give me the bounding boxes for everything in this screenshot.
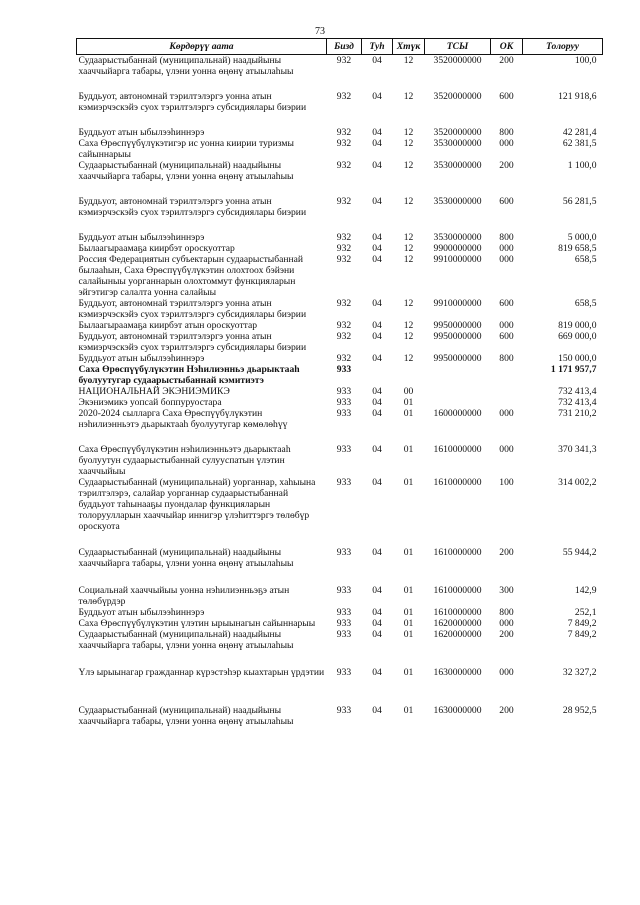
header-xtyk: Хтүк: [393, 39, 425, 55]
row-name: Судаарыстыбаннай (муниципальнай) наадыйыны хааччыйарга табары, үлэни уонна өңөнү атыылаһыы: [78, 704, 294, 727]
table-row: [77, 91, 603, 127]
table-row: [77, 667, 603, 705]
table-row: [77, 254, 603, 298]
row-tyh: 04: [372, 628, 382, 640]
table-row: [77, 397, 603, 408]
row-ok: 200: [499, 628, 514, 640]
row-ok: 800: [499, 606, 514, 618]
header-sum: Толоруу: [523, 39, 603, 55]
row-ok: [491, 386, 523, 397]
row-xtyk: 12: [403, 330, 414, 342]
header-tyh: Туһ: [362, 39, 393, 55]
row-xtyk: 01: [403, 443, 414, 455]
row-name: Саха Өрөспүүбүлүкэтин үлэтин ырыынагын сайыннарыы: [78, 617, 316, 629]
row-name: Буддьуот, автономнай тэрилтэлэргэ уонна атын кэмиэрчэскэйэ суох тэрилтэлэргэ субсидиялары биэрии: [78, 330, 307, 353]
row-tsy: 3520000000: [433, 55, 482, 66]
row-sum: 669 000,0: [558, 330, 597, 342]
row-sum: 658,5: [574, 253, 597, 265]
row-name: Судаарыстыбаннай (муниципальнай) наадыйыны хааччыйарга табары, үлэни уонна өңөнү атыылаһыы: [78, 55, 294, 77]
row-sum: 314 002,2: [558, 476, 597, 488]
row-sum: 5 000,0: [567, 231, 597, 243]
row-ok: 100: [499, 476, 514, 488]
row-name: Буддьуот, автономнай тэрилтэлэргэ уонна атын кэмиэрчэскэйэ суох тэрилтэлэргэ субсидиялары биэрии: [78, 297, 307, 320]
table-row: [77, 232, 603, 243]
table-row: [77, 55, 603, 91]
row-tsy: [425, 386, 491, 397]
row-tsy: 1610000000: [433, 443, 482, 455]
table-row: [77, 547, 603, 585]
row-bizd: 933: [336, 628, 352, 640]
row-sum: 1 171 957,7: [550, 363, 597, 375]
row-name: НАЦИОНАЛЬНАЙ ЭКЭНИЭМИКЭ: [78, 385, 230, 397]
row-name: Саха Өрөспүүбүлүкэтин Нэһилиэнньэ дьарыктааһ буолуутугар судаарыстыбаннай кэмитиэтэ: [78, 363, 300, 386]
row-tsy: 1610000000: [433, 606, 482, 618]
table-row: [77, 196, 603, 232]
row-tsy: 9910000000: [433, 297, 482, 309]
row-sum: 62 381,5: [562, 137, 597, 149]
row-bizd: 933: [336, 666, 352, 678]
row-tyh: 04: [372, 297, 382, 309]
row-bizd: 933: [336, 396, 352, 408]
row-tyh: 04: [372, 253, 382, 265]
row-tsy: 9910000000: [433, 253, 482, 265]
row-tyh: 04: [372, 231, 382, 243]
row-tyh: 04: [372, 407, 382, 419]
row-bizd: 933: [336, 363, 352, 375]
row-name: Буддьуот, автономнай тэрилтэлэргэ уонна атын кэмиэрчэскэйэ суох тэрилтэлэргэ субсидиялары биэрии: [78, 195, 307, 218]
row-xtyk: 12: [403, 242, 414, 254]
row-xtyk: 01: [403, 666, 414, 678]
row-ok: 000: [499, 443, 514, 455]
row-xtyk: 01: [403, 476, 414, 488]
row-bizd: 932: [336, 330, 352, 342]
row-xtyk: 12: [403, 231, 414, 243]
row-ok: [491, 364, 523, 386]
row-bizd: 932: [336, 319, 352, 331]
row-xtyk: 01: [403, 628, 414, 640]
row-xtyk: 00: [403, 385, 414, 397]
row-tyh: 04: [372, 385, 382, 397]
row-tyh: 04: [372, 546, 382, 558]
row-ok: 600: [499, 90, 514, 102]
row-name: Судаарыстыбаннай (муниципальнай) наадыйыны хааччыйарга табары, үлэни уонна өңөнү атыылаһыы: [78, 546, 294, 569]
table-row: [77, 298, 603, 320]
row-bizd: 932: [336, 242, 352, 254]
row-bizd: 932: [336, 137, 352, 149]
table-row: [77, 160, 603, 196]
row-tyh: 04: [372, 704, 382, 716]
row-sum: 370 341,3: [558, 443, 597, 455]
row-bizd: 932: [336, 231, 352, 243]
row-ok: 200: [499, 704, 514, 716]
table-row: [77, 386, 603, 397]
row-tyh: 04: [372, 476, 382, 488]
header-ok: ОК: [491, 39, 523, 55]
header-row: [77, 39, 603, 55]
row-name: Судаарыстыбаннай (муниципальнай) наадыйыны хааччыйарга табары, үлэни уонна өңөнү атыылаһыы: [78, 159, 294, 182]
row-tyh: 04: [372, 159, 382, 171]
row-bizd: 933: [336, 704, 352, 716]
row-tyh: 04: [372, 584, 382, 596]
row-sum: 150 000,0: [558, 352, 597, 364]
row-tsy: 1620000000: [433, 617, 482, 629]
table-row: [77, 618, 603, 629]
row-bizd: 933: [336, 407, 352, 419]
row-name: Россия Федерациятын субъектарын судаарыстыбаннай былааһын, Саха Өрөспүүбүлүкэтин олохтоох бэйэни салайыныы уорганнарын олохтоммут функцияларын эйгэтигэр салалта уонна салайыы: [78, 253, 304, 298]
row-sum: 731 210,2: [558, 407, 597, 419]
row-sum: 819 658,5: [558, 242, 597, 254]
row-sum: 658,5: [574, 297, 597, 309]
row-bizd: 933: [336, 443, 352, 455]
row-xtyk: 12: [403, 352, 414, 364]
row-name: 2020-2024 сылларга Саха Өрөспүүбүлүкэтин нэһилиэнньэтэ дьарыктааһ буолуутугар көмөлөһүү: [78, 407, 288, 430]
row-tsy: 9950000000: [433, 319, 482, 331]
row-tyh: 04: [372, 319, 382, 331]
header-tsy: ТСЫ: [425, 39, 491, 55]
row-ok: 300: [499, 584, 514, 596]
row-ok: 200: [499, 546, 514, 558]
row-tsy: 3530000000: [433, 159, 482, 171]
row-tyh: 04: [372, 137, 382, 149]
row-tyh: 04: [372, 617, 382, 629]
row-ok: 000: [499, 253, 514, 265]
header-bizd: Бизд: [327, 39, 362, 55]
row-xtyk: 12: [403, 253, 414, 265]
row-sum: 28 952,5: [562, 704, 597, 716]
row-ok: 200: [499, 159, 514, 171]
table-row: [77, 243, 603, 254]
row-ok: [491, 397, 523, 408]
row-xtyk: [393, 364, 425, 386]
row-name: Буддьуот, автономнай тэрилтэлэргэ уонна атын кэмиэрчэскэйэ суох тэрилтэлэргэ субсидиялары биэрии: [78, 90, 307, 113]
row-tsy: [425, 397, 491, 408]
row-sum: 1 100,0: [567, 159, 597, 171]
row-name: Буддьуот атын ыбылээһиннэрэ: [78, 231, 205, 243]
row-ok: 000: [499, 666, 514, 678]
row-sum: 56 281,5: [562, 195, 597, 207]
row-tyh: 04: [372, 195, 382, 207]
row-sum: 100,0: [574, 55, 597, 66]
row-bizd: 933: [336, 476, 352, 488]
row-tyh: 04: [372, 330, 382, 342]
row-sum: 732 413,4: [558, 385, 597, 397]
row-name: Саха Өрөспүүбүлүкэтигэр ис уонна киирии туризмы сайыннарыы: [78, 137, 294, 160]
row-sum: 32 327,2: [562, 666, 597, 678]
row-tsy: 3530000000: [433, 137, 482, 149]
row-xtyk: 01: [403, 704, 414, 716]
row-tsy: 3520000000: [433, 90, 482, 102]
row-bizd: 932: [336, 126, 352, 138]
row-name: Буддьуот атын ыбылээһиннэрэ: [78, 606, 205, 618]
row-name: Экэниэмикэ уопсай боппуруостара: [78, 396, 222, 408]
table-row: [77, 705, 603, 727]
row-tyh: 04: [372, 126, 382, 138]
row-name: Буддьуот атын ыбылээһиннэрэ: [78, 126, 205, 138]
row-xtyk: 12: [403, 195, 414, 207]
table-body: [77, 55, 603, 727]
table-row: [77, 331, 603, 353]
row-ok: 000: [499, 617, 514, 629]
row-tyh: 04: [372, 55, 382, 66]
row-bizd: 932: [336, 297, 352, 309]
row-name: Буддьуот атын ыбылээһиннэрэ: [78, 352, 205, 364]
row-name: Судаарыстыбаннай (муниципальнай) наадыйыны хааччыйарга табары, үлэни уонна өңөнү атыылаһыы: [78, 628, 294, 651]
row-bizd: 932: [336, 253, 352, 265]
table-row: [77, 364, 603, 386]
row-xtyk: 12: [403, 55, 414, 66]
row-tyh: 04: [372, 396, 382, 408]
row-bizd: 933: [336, 385, 352, 397]
row-xtyk: 01: [403, 407, 414, 419]
table-row: [77, 607, 603, 618]
row-tsy: 1610000000: [433, 476, 482, 488]
row-tsy: 1610000000: [433, 584, 482, 596]
row-bizd: 932: [336, 195, 352, 207]
row-tsy: 1630000000: [433, 666, 482, 678]
header-name: Көрдөрүү аата: [77, 39, 327, 55]
row-tyh: 04: [372, 242, 382, 254]
row-bizd: 932: [336, 159, 352, 171]
row-bizd: 933: [336, 584, 352, 596]
row-ok: 000: [499, 319, 514, 331]
row-ok: 600: [499, 195, 514, 207]
row-tsy: 3530000000: [433, 231, 482, 243]
row-sum: 55 944,2: [562, 546, 597, 558]
row-sum: 121 918,6: [558, 90, 597, 102]
row-ok: 000: [499, 242, 514, 254]
row-xtyk: 12: [403, 297, 414, 309]
row-xtyk: 01: [403, 617, 414, 629]
row-ok: 200: [499, 55, 514, 66]
table-row: [77, 408, 603, 444]
row-tsy: 3530000000: [433, 195, 482, 207]
row-sum: 732 413,4: [558, 396, 597, 408]
row-tyh: [362, 364, 393, 386]
row-bizd: 932: [336, 352, 352, 364]
row-bizd: 933: [336, 617, 352, 629]
row-tsy: 3520000000: [433, 126, 482, 138]
row-ok: 800: [499, 352, 514, 364]
row-sum: 819 000,0: [558, 319, 597, 331]
row-xtyk: 12: [403, 319, 414, 331]
row-name: Саха Өрөспүүбүлүкэтин нэһилиэнньэтэ дьарыктааһ буолуутун судаарыстыбаннай сулууспатын үлэтин хааччыйыы: [78, 443, 291, 477]
row-name: Судаарыстыбаннай (муниципальнай) уорганнар, хаһыына тэрилтэлэрэ, салайар уорганнар судаарыстыбаннай буддьуот таһынааҕы пуондалар функцияларын толоруулларын хааччыйар иннигэр үлэһиттэргэ төлөбүр ороскуота: [78, 476, 316, 532]
row-tyh: 04: [372, 90, 382, 102]
row-name: Былаагыраамаҕа киирбэт ороскуоттар: [78, 242, 235, 254]
row-ok: 600: [499, 297, 514, 309]
row-xtyk: 01: [403, 396, 414, 408]
row-ok: 000: [499, 137, 514, 149]
row-tsy: 1620000000: [433, 628, 482, 640]
row-tsy: 9900000000: [433, 242, 482, 254]
row-tyh: 04: [372, 606, 382, 618]
table-row: [77, 353, 603, 364]
row-sum: 7 849,2: [567, 628, 597, 640]
row-sum: 142,9: [574, 584, 597, 596]
row-ok: 600: [499, 330, 514, 342]
table-row: [77, 138, 603, 160]
row-tyh: 04: [372, 352, 382, 364]
row-tyh: 04: [372, 666, 382, 678]
row-xtyk: 12: [403, 126, 414, 138]
table-row: [77, 444, 603, 477]
row-ok: 800: [499, 126, 514, 138]
row-bizd: 933: [336, 606, 352, 618]
row-tsy: 9950000000: [433, 330, 482, 342]
row-xtyk: 01: [403, 584, 414, 596]
budget-table: [76, 38, 603, 727]
row-xtyk: 01: [403, 606, 414, 618]
row-name: Былаагыраамаҕа киирбэт атын ороскуоттар: [78, 319, 258, 331]
table-row: [77, 629, 603, 667]
row-xtyk: 12: [403, 137, 414, 149]
table-header: [77, 39, 603, 55]
row-ok: 000: [499, 407, 514, 419]
row-name: Үлэ ырыынагар гражданнар күрэстэһэр кыахтарын үрдэтии: [78, 666, 325, 678]
row-tsy: 1600000000: [433, 407, 482, 419]
row-tsy: 9950000000: [433, 352, 482, 364]
row-name: Социальнай хааччыйыы уонна нэһилиэнньэҕэ атын төлөбүрдэр: [78, 584, 290, 607]
row-xtyk: 12: [403, 159, 414, 171]
table-row: [77, 585, 603, 607]
row-sum: 7 849,2: [567, 617, 597, 629]
row-tsy: 1630000000: [433, 704, 482, 716]
page-number: 73: [315, 26, 325, 37]
row-sum: 42 281,4: [562, 126, 597, 138]
row-xtyk: 12: [403, 90, 414, 102]
row-tsy: 1610000000: [433, 546, 482, 558]
row-tyh: 04: [372, 443, 382, 455]
table-row: [77, 320, 603, 331]
row-bizd: 933: [336, 546, 352, 558]
row-bizd: 932: [336, 55, 352, 66]
row-sum: 252,1: [574, 606, 597, 618]
row-bizd: 932: [336, 90, 352, 102]
row-ok: 800: [499, 231, 514, 243]
table-row: [77, 127, 603, 138]
table-row: [77, 477, 603, 547]
row-tsy: [425, 364, 491, 386]
row-xtyk: 01: [403, 546, 414, 558]
